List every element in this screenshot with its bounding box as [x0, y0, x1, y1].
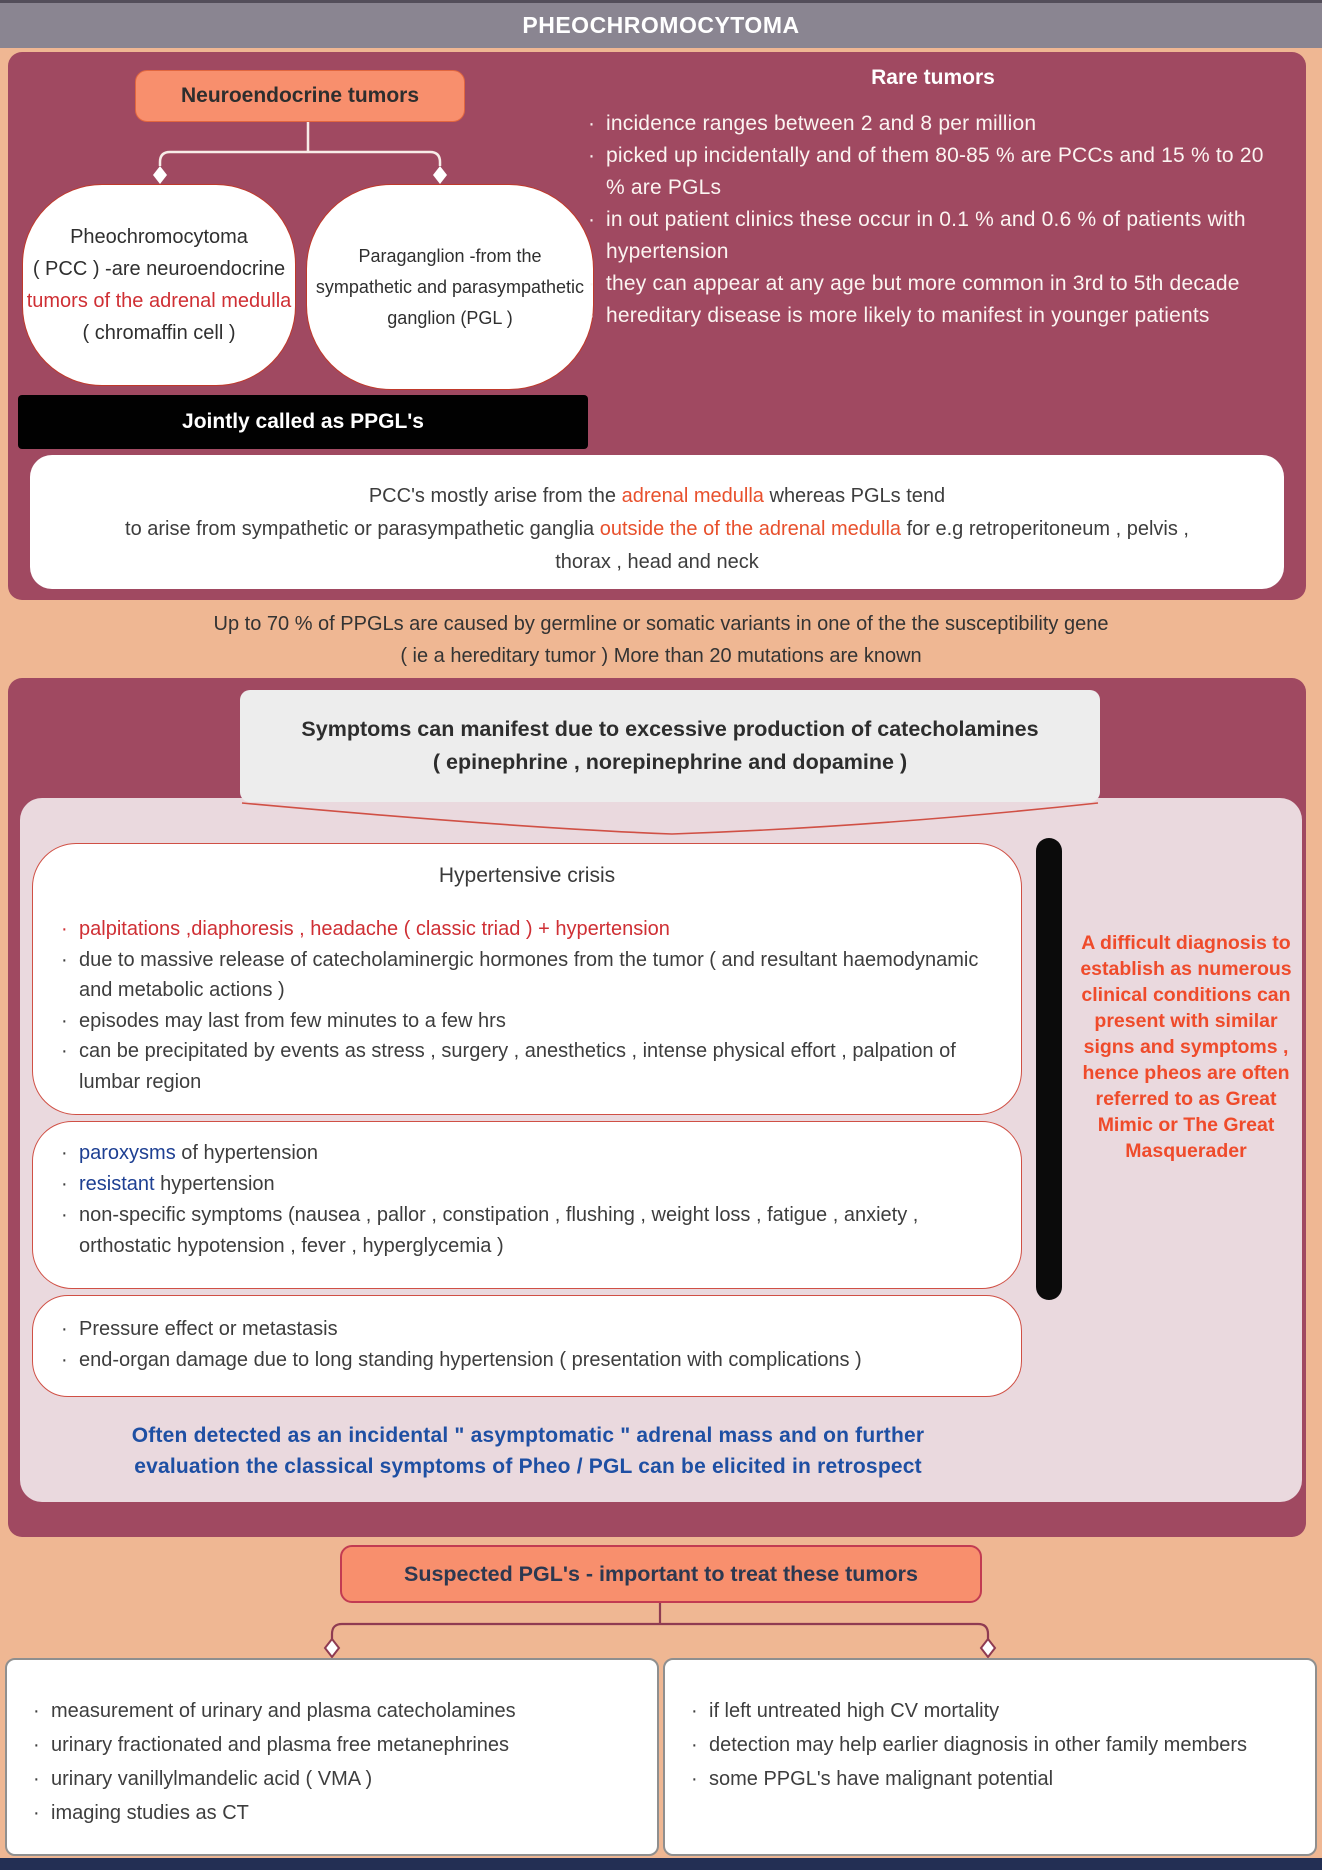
symptoms-banner-line: ( epinephrine , norepinephrine and dopamine )	[432, 750, 908, 774]
origin-highlight: outside the of the adrenal medulla	[599, 518, 902, 540]
node-paraganglion	[306, 184, 594, 390]
suspected-pgl-label: Suspected PGL's - important to treat these tumors	[403, 1561, 919, 1586]
suspected-pgl-banner	[340, 1545, 982, 1603]
pcc-line: Pheochromocytoma	[70, 226, 248, 248]
diamond-icon	[325, 1639, 339, 1657]
origin-text: whereas PGLs tend	[763, 485, 946, 507]
list-item: · end-organ damage due to long standing hypertension ( presentation with complications )	[61, 1349, 862, 1371]
pgl-line: sympathetic and parasympathetic	[315, 276, 585, 297]
origin-note-box	[30, 455, 1284, 589]
treatment-importance-box	[663, 1658, 1317, 1856]
rare-tumors-list	[588, 108, 1278, 332]
incidental-line: Often detected as an incidental " asymptomatic " adrenal mass and on further	[131, 1424, 925, 1447]
list-item: · non-specific symptoms (nausea , pallor , constipation , flushing , weight loss , fatigue , anxiety , orthostatic hypotension , fever , hyperglycemia )	[61, 1204, 919, 1257]
joint-name-label: Jointly called as PPGL's	[182, 410, 424, 433]
page-title-bar	[0, 0, 1322, 48]
list-item: · episodes may last from few minutes to a few hrs	[61, 1009, 506, 1032]
list-item: · imaging studies as CT	[33, 1802, 249, 1824]
symptoms-banner	[240, 690, 1100, 802]
genetics-line: Up to 70 % of PPGLs are caused by germline or somatic variants in one of the the susceptibility gene	[213, 613, 1109, 635]
list-item: · hereditary disease is more likely to manifest in younger patients	[588, 304, 1210, 327]
pcc-line: ( PCC ) -are neuroendocrine	[32, 258, 286, 280]
list-item: · due to massive release of catecholaminergic hormones from the tumor ( and resultant haemodynamic and metabolic actions )	[61, 948, 979, 1001]
presentation-box	[32, 1121, 1022, 1289]
crisis-title: Hypertensive crisis	[438, 864, 616, 887]
incidental-line: evaluation the classical symptoms of Pheo / PGL can be elicited in retrospect	[134, 1455, 922, 1478]
list-item: · resistant hypertension	[61, 1173, 275, 1195]
hypertensive-crisis-box	[32, 843, 1022, 1115]
list-item: · in out patient clinics these occur in 0.1 % and 0.6 % of patients with hypertension	[588, 208, 1246, 263]
list-item: · they can appear at any age but more common in 3rd to 5th decade	[588, 272, 1240, 295]
crisis-list	[33, 914, 1021, 1097]
keyword-highlight: paroxysms	[79, 1142, 176, 1164]
list-item: · urinary fractionated and plasma free metanephrines	[33, 1734, 510, 1756]
tree-connector-bottom	[320, 1603, 1002, 1659]
origin-text: thorax , head and neck	[555, 551, 759, 573]
page-title: PHEOCHROMOCYTOMA	[522, 12, 800, 38]
list-item: · paroxysms of hypertension	[61, 1142, 319, 1164]
list-item: · Pressure effect or metastasis	[61, 1318, 338, 1340]
incidental-finding-note	[48, 1420, 1008, 1482]
symptoms-panel	[8, 678, 1306, 1537]
pcc-line: ( chromaffin cell )	[82, 322, 236, 344]
symptoms-banner-line: Symptoms can manifest due to excessive production of catecholamines	[301, 717, 1039, 741]
root-node-neuroendocrine-tumors	[135, 70, 465, 122]
classification-panel	[8, 52, 1306, 600]
origin-text: for e.g retroperitoneum , pelvis ,	[901, 518, 1189, 540]
list-item: · if left untreated high CV mortality	[691, 1700, 1000, 1722]
list-item: · measurement of urinary and plasma catecholamines	[33, 1700, 516, 1722]
list-item-highlight: · palpitations ,diaphoresis , headache ( classic triad ) + hypertension	[61, 918, 670, 940]
pgl-line: ganglion (PGL )	[387, 307, 513, 328]
genetics-line: ( ie a hereditary tumor ) More than 20 mutations are known	[400, 645, 922, 667]
rare-tumors-section	[588, 66, 1278, 332]
pressure-list	[33, 1314, 1021, 1376]
genetics-note	[0, 608, 1322, 672]
diamond-icon	[153, 166, 167, 184]
list-item: · can be precipitated by events as stress , surgery , anesthetics , intense physical effort , palpation of lumbar region	[61, 1040, 956, 1093]
node-pheochromocytoma	[22, 184, 296, 386]
pcc-line-highlight: tumors of the adrenal medulla	[26, 290, 292, 312]
pgl-line: Paraganglion -from the	[358, 245, 542, 266]
joint-name-banner	[18, 395, 588, 449]
list-item: · some PPGL's have malignant potential	[691, 1768, 1054, 1790]
list-item: · picked up incidentally and of them 80-85 % are PCCs and 15 % to 20 % are PGLs	[588, 144, 1264, 199]
diamond-icon	[981, 1639, 995, 1657]
difficult-diagnosis-note: A difficult diagnosis to establish as numerous clinical conditions can present with similar signs and symptoms , hence pheos are often referred to as Great Mimic or The Great Masquerader	[1080, 932, 1292, 1162]
workup-box	[5, 1658, 659, 1856]
keyword-highlight: resistant	[79, 1173, 155, 1195]
pressure-effect-box	[32, 1295, 1022, 1397]
list-item: · detection may help earlier diagnosis in other family members	[691, 1734, 1248, 1756]
origin-text: to arise from sympathetic or parasympathetic ganglia	[125, 518, 600, 540]
funnel-divider	[236, 800, 1104, 840]
origin-highlight: adrenal medulla	[621, 485, 764, 507]
origin-text: PCC's mostly arise from the	[368, 485, 622, 507]
list-item: · incidence ranges between 2 and 8 per million	[588, 112, 1037, 135]
rare-tumors-title: Rare tumors	[871, 66, 995, 89]
tree-connector-top	[140, 122, 470, 188]
presentation-list	[33, 1138, 1021, 1262]
list-item: · urinary vanillylmandelic acid ( VMA )	[33, 1768, 373, 1790]
vertical-divider-bar	[1036, 838, 1062, 1300]
footer-bar	[0, 1858, 1322, 1870]
diamond-icon	[433, 166, 447, 184]
root-node-label: Neuroendocrine tumors	[180, 84, 420, 107]
